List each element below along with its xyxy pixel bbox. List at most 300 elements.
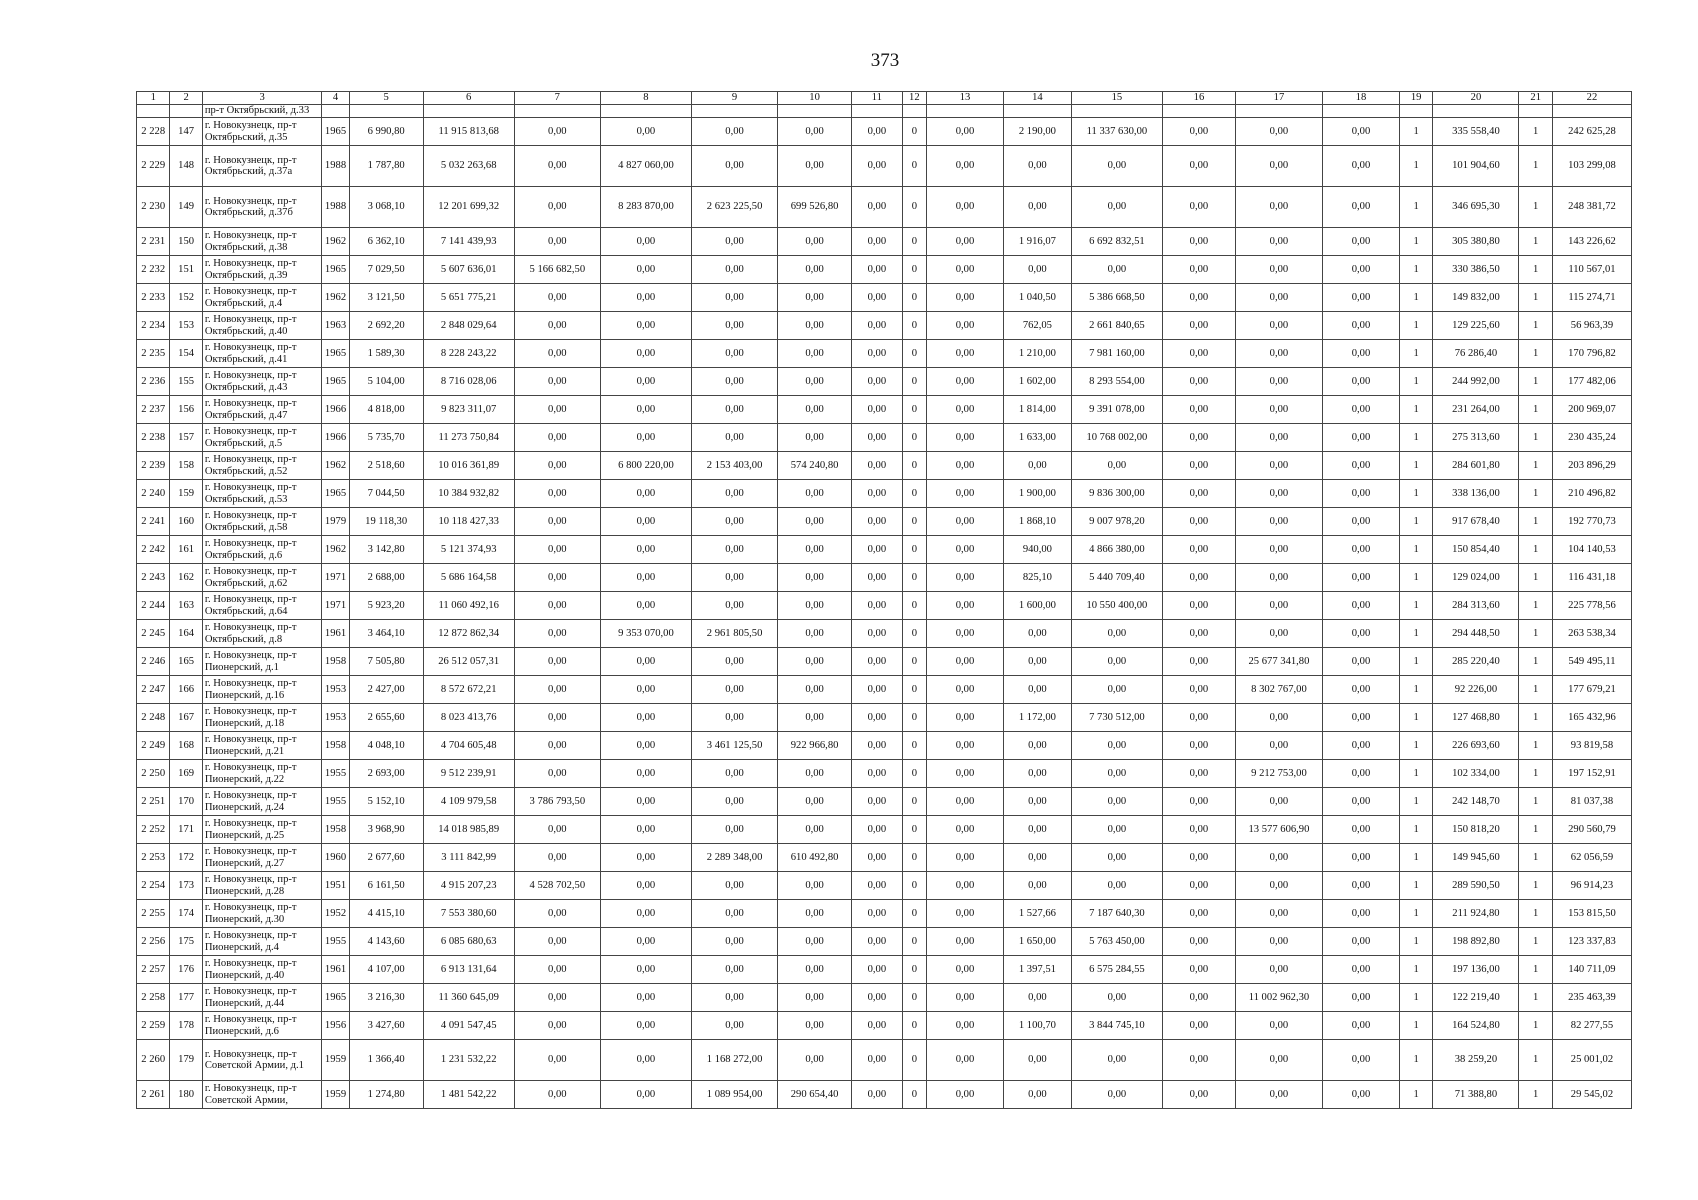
total-cost-cell: 10 384 932,82 — [423, 480, 514, 508]
table-row — [137, 732, 1632, 760]
volume-col-14-cell: 940,00 — [1003, 536, 1071, 564]
cost-col-18-cell: 0,00 — [1323, 984, 1400, 1012]
year-built-cell: 1965 — [322, 256, 349, 284]
continued-address-cell: пр-т Октябрьский, д.33 — [202, 105, 322, 118]
total-cost-cell: 1 231 532,22 — [423, 1040, 514, 1081]
local-number-cell: 147 — [170, 118, 202, 146]
volume-col-14-cell: 0,00 — [1003, 452, 1071, 480]
cost-col-22-cell: 143 226,62 — [1552, 228, 1631, 256]
cost-col-11-cell: 0,00 — [852, 508, 903, 536]
cost-col-9-cell: 0,00 — [692, 760, 778, 788]
cost-col-18-cell: 0,00 — [1323, 564, 1400, 592]
cost-col-18-cell: 0,00 — [1323, 256, 1400, 284]
flag-col-21-cell: 1 — [1519, 340, 1552, 368]
cost-col-20-cell: 285 220,40 — [1433, 648, 1519, 676]
column-header-14: 14 — [1003, 92, 1071, 105]
cost-col-17-cell: 0,00 — [1235, 1081, 1322, 1109]
cost-col-20-cell: 150 818,20 — [1433, 816, 1519, 844]
flag-col-19-cell: 1 — [1399, 452, 1432, 480]
cost-col-16-cell: 0,00 — [1162, 118, 1235, 146]
total-cost-cell: 8 228 243,22 — [423, 340, 514, 368]
volume-col-14-cell: 1 397,51 — [1003, 956, 1071, 984]
count-col-12-cell: 0 — [902, 872, 926, 900]
empty-cell — [1003, 105, 1071, 118]
area-cell: 3 968,90 — [349, 816, 423, 844]
cost-col-20-cell: 122 219,40 — [1433, 984, 1519, 1012]
local-number-cell: 149 — [170, 187, 202, 228]
total-cost-cell: 3 111 842,99 — [423, 844, 514, 872]
record-number-cell: 2 234 — [137, 312, 170, 340]
flag-col-19-cell: 1 — [1399, 146, 1432, 187]
cost-col-15-cell: 9 836 300,00 — [1071, 480, 1162, 508]
cost-col-17-cell: 0,00 — [1235, 312, 1322, 340]
record-number-cell: 2 239 — [137, 452, 170, 480]
year-built-cell: 1965 — [322, 368, 349, 396]
volume-col-14-cell: 0,00 — [1003, 1081, 1071, 1109]
cost-col-13-cell: 0,00 — [927, 284, 1004, 312]
cost-col-11-cell: 0,00 — [852, 228, 903, 256]
cost-col-11-cell: 0,00 — [852, 984, 903, 1012]
year-built-cell: 1962 — [322, 228, 349, 256]
cost-col-10-cell: 922 966,80 — [778, 732, 852, 760]
cost-col-10-cell: 0,00 — [778, 900, 852, 928]
local-number-cell: 170 — [170, 788, 202, 816]
cost-col-10-cell: 0,00 — [778, 508, 852, 536]
cost-col-15-cell: 5 386 668,50 — [1071, 284, 1162, 312]
cost-col-13-cell: 0,00 — [927, 956, 1004, 984]
volume-col-14-cell: 1 600,00 — [1003, 592, 1071, 620]
cost-col-11-cell: 0,00 — [852, 396, 903, 424]
cost-col-8-cell: 0,00 — [600, 984, 691, 1012]
cost-col-10-cell: 0,00 — [778, 480, 852, 508]
cost-col-18-cell: 0,00 — [1323, 284, 1400, 312]
cost-col-15-cell: 5 763 450,00 — [1071, 928, 1162, 956]
cost-col-13-cell: 0,00 — [927, 816, 1004, 844]
address-cell: г. Новокузнецк, пр-т Пионерский, д.18 — [202, 704, 322, 732]
table-row — [137, 256, 1632, 284]
cost-col-18-cell: 0,00 — [1323, 956, 1400, 984]
cost-col-16-cell: 0,00 — [1162, 480, 1235, 508]
cost-col-16-cell: 0,00 — [1162, 1081, 1235, 1109]
address-cell: г. Новокузнецк, пр-т Октябрьский, д.40 — [202, 312, 322, 340]
cost-col-7-cell: 0,00 — [514, 508, 600, 536]
cost-col-20-cell: 294 448,50 — [1433, 620, 1519, 648]
cost-col-22-cell: 62 056,59 — [1552, 844, 1631, 872]
cost-col-13-cell: 0,00 — [927, 676, 1004, 704]
local-number-cell: 178 — [170, 1012, 202, 1040]
year-built-cell: 1955 — [322, 788, 349, 816]
count-col-12-cell: 0 — [902, 424, 926, 452]
address-cell: г. Новокузнецк, пр-т Октябрьский, д.52 — [202, 452, 322, 480]
area-cell: 4 818,00 — [349, 396, 423, 424]
cost-col-20-cell: 127 468,80 — [1433, 704, 1519, 732]
flag-col-21-cell: 1 — [1519, 984, 1552, 1012]
address-cell: г. Новокузнецк, пр-т Октябрьский, д.43 — [202, 368, 322, 396]
record-number-cell: 2 229 — [137, 146, 170, 187]
column-header-16: 16 — [1162, 92, 1235, 105]
volume-col-14-cell: 1 210,00 — [1003, 340, 1071, 368]
cost-col-18-cell: 0,00 — [1323, 1040, 1400, 1081]
address-cell: г. Новокузнецк, пр-т Пионерский, д.24 — [202, 788, 322, 816]
volume-col-14-cell: 0,00 — [1003, 146, 1071, 187]
column-header-15: 15 — [1071, 92, 1162, 105]
cost-col-9-cell: 0,00 — [692, 564, 778, 592]
empty-cell — [137, 105, 170, 118]
table-row — [137, 396, 1632, 424]
cost-col-18-cell: 0,00 — [1323, 340, 1400, 368]
count-col-12-cell: 0 — [902, 508, 926, 536]
cost-col-9-cell: 1 168 272,00 — [692, 1040, 778, 1081]
cost-col-18-cell: 0,00 — [1323, 187, 1400, 228]
cost-col-11-cell: 0,00 — [852, 872, 903, 900]
cost-col-22-cell: 165 432,96 — [1552, 704, 1631, 732]
cost-col-8-cell: 0,00 — [600, 118, 691, 146]
area-cell: 1 589,30 — [349, 340, 423, 368]
flag-col-19-cell: 1 — [1399, 368, 1432, 396]
count-col-12-cell: 0 — [902, 788, 926, 816]
cost-col-15-cell: 6 575 284,55 — [1071, 956, 1162, 984]
record-number-cell: 2 241 — [137, 508, 170, 536]
local-number-cell: 174 — [170, 900, 202, 928]
cost-col-9-cell: 0,00 — [692, 984, 778, 1012]
cost-col-18-cell: 0,00 — [1323, 146, 1400, 187]
table-row — [137, 284, 1632, 312]
cost-col-9-cell: 0,00 — [692, 704, 778, 732]
flag-col-21-cell: 1 — [1519, 620, 1552, 648]
cost-col-7-cell: 0,00 — [514, 1012, 600, 1040]
column-header-4: 4 — [322, 92, 349, 105]
year-built-cell: 1971 — [322, 592, 349, 620]
count-col-12-cell: 0 — [902, 118, 926, 146]
empty-cell — [170, 105, 202, 118]
total-cost-cell: 10 118 427,33 — [423, 508, 514, 536]
record-number-cell: 2 243 — [137, 564, 170, 592]
empty-cell — [692, 105, 778, 118]
cost-col-11-cell: 0,00 — [852, 788, 903, 816]
cost-col-20-cell: 92 226,00 — [1433, 676, 1519, 704]
flag-col-19-cell: 1 — [1399, 732, 1432, 760]
cost-col-20-cell: 284 601,80 — [1433, 452, 1519, 480]
cost-col-10-cell: 0,00 — [778, 396, 852, 424]
address-cell: г. Новокузнецк, пр-т Пионерский, д.1 — [202, 648, 322, 676]
cost-col-13-cell: 0,00 — [927, 146, 1004, 187]
table-row — [137, 704, 1632, 732]
flag-col-19-cell: 1 — [1399, 592, 1432, 620]
flag-col-19-cell: 1 — [1399, 620, 1432, 648]
table-row — [137, 928, 1632, 956]
cost-col-7-cell: 0,00 — [514, 452, 600, 480]
record-number-cell: 2 248 — [137, 704, 170, 732]
total-cost-cell: 1 481 542,22 — [423, 1081, 514, 1109]
cost-col-9-cell: 0,00 — [692, 480, 778, 508]
cost-col-17-cell: 0,00 — [1235, 340, 1322, 368]
cost-col-20-cell: 76 286,40 — [1433, 340, 1519, 368]
flag-col-19-cell: 1 — [1399, 187, 1432, 228]
cost-col-10-cell: 0,00 — [778, 536, 852, 564]
cost-col-11-cell: 0,00 — [852, 900, 903, 928]
count-col-12-cell: 0 — [902, 648, 926, 676]
cost-col-7-cell: 0,00 — [514, 564, 600, 592]
cost-col-10-cell: 0,00 — [778, 816, 852, 844]
cost-col-20-cell: 71 388,80 — [1433, 1081, 1519, 1109]
flag-col-19-cell: 1 — [1399, 928, 1432, 956]
cost-col-11-cell: 0,00 — [852, 1040, 903, 1081]
cost-col-7-cell: 0,00 — [514, 340, 600, 368]
cost-col-18-cell: 0,00 — [1323, 704, 1400, 732]
cost-col-17-cell: 0,00 — [1235, 788, 1322, 816]
local-number-cell: 154 — [170, 340, 202, 368]
cost-col-15-cell: 7 981 160,00 — [1071, 340, 1162, 368]
flag-col-21-cell: 1 — [1519, 928, 1552, 956]
cost-col-7-cell: 0,00 — [514, 900, 600, 928]
volume-col-14-cell: 1 900,00 — [1003, 480, 1071, 508]
cost-col-20-cell: 338 136,00 — [1433, 480, 1519, 508]
count-col-12-cell: 0 — [902, 760, 926, 788]
cost-col-10-cell: 0,00 — [778, 872, 852, 900]
flag-col-21-cell: 1 — [1519, 676, 1552, 704]
table-row — [137, 187, 1632, 228]
empty-cell — [778, 105, 852, 118]
volume-col-14-cell: 1 650,00 — [1003, 928, 1071, 956]
area-cell: 6 990,80 — [349, 118, 423, 146]
cost-col-15-cell: 0,00 — [1071, 256, 1162, 284]
table-row — [137, 480, 1632, 508]
cost-col-7-cell: 0,00 — [514, 1081, 600, 1109]
cost-col-18-cell: 0,00 — [1323, 788, 1400, 816]
cost-col-11-cell: 0,00 — [852, 760, 903, 788]
table-row — [137, 1040, 1632, 1081]
cost-col-8-cell: 0,00 — [600, 788, 691, 816]
year-built-cell: 1971 — [322, 564, 349, 592]
flag-col-19-cell: 1 — [1399, 228, 1432, 256]
cost-col-10-cell: 0,00 — [778, 620, 852, 648]
cost-col-11-cell: 0,00 — [852, 928, 903, 956]
cost-col-17-cell: 0,00 — [1235, 424, 1322, 452]
record-number-cell: 2 240 — [137, 480, 170, 508]
address-cell: г. Новокузнецк, пр-т Октябрьский, д.37б — [202, 187, 322, 228]
cost-col-11-cell: 0,00 — [852, 284, 903, 312]
cost-col-20-cell: 38 259,20 — [1433, 1040, 1519, 1081]
address-cell: г. Новокузнецк, пр-т Советской Армии, д.1 — [202, 1040, 322, 1081]
count-col-12-cell: 0 — [902, 340, 926, 368]
record-number-cell: 2 246 — [137, 648, 170, 676]
cost-col-15-cell: 10 550 400,00 — [1071, 592, 1162, 620]
local-number-cell: 169 — [170, 760, 202, 788]
area-cell: 2 655,60 — [349, 704, 423, 732]
cost-col-13-cell: 0,00 — [927, 118, 1004, 146]
address-cell: г. Новокузнецк, пр-т Октябрьский, д.8 — [202, 620, 322, 648]
table-row — [137, 452, 1632, 480]
cost-col-20-cell: 284 313,60 — [1433, 592, 1519, 620]
cost-col-13-cell: 0,00 — [927, 452, 1004, 480]
cost-col-16-cell: 0,00 — [1162, 592, 1235, 620]
total-cost-cell: 10 016 361,89 — [423, 452, 514, 480]
cost-col-11-cell: 0,00 — [852, 592, 903, 620]
flag-col-21-cell: 1 — [1519, 146, 1552, 187]
flag-col-19-cell: 1 — [1399, 900, 1432, 928]
cost-col-7-cell: 0,00 — [514, 187, 600, 228]
cost-col-7-cell: 0,00 — [514, 396, 600, 424]
cost-col-22-cell: 25 001,02 — [1552, 1040, 1631, 1081]
volume-col-14-cell: 0,00 — [1003, 187, 1071, 228]
cost-col-8-cell: 0,00 — [600, 396, 691, 424]
area-cell: 7 029,50 — [349, 256, 423, 284]
record-number-cell: 2 257 — [137, 956, 170, 984]
cost-col-16-cell: 0,00 — [1162, 676, 1235, 704]
address-cell: г. Новокузнецк, пр-т Пионерский, д.16 — [202, 676, 322, 704]
count-col-12-cell: 0 — [902, 928, 926, 956]
cost-col-17-cell: 0,00 — [1235, 564, 1322, 592]
cost-col-13-cell: 0,00 — [927, 368, 1004, 396]
flag-col-19-cell: 1 — [1399, 984, 1432, 1012]
cost-col-10-cell: 0,00 — [778, 368, 852, 396]
cost-col-22-cell: 203 896,29 — [1552, 452, 1631, 480]
record-number-cell: 2 231 — [137, 228, 170, 256]
cost-col-11-cell: 0,00 — [852, 816, 903, 844]
area-cell: 2 677,60 — [349, 844, 423, 872]
area-cell: 4 415,10 — [349, 900, 423, 928]
cost-col-8-cell: 0,00 — [600, 704, 691, 732]
flag-col-21-cell: 1 — [1519, 118, 1552, 146]
count-col-12-cell: 0 — [902, 536, 926, 564]
cost-col-16-cell: 0,00 — [1162, 312, 1235, 340]
column-header-21: 21 — [1519, 92, 1552, 105]
flag-col-19-cell: 1 — [1399, 284, 1432, 312]
empty-cell — [1519, 105, 1552, 118]
flag-col-21-cell: 1 — [1519, 1012, 1552, 1040]
cost-col-18-cell: 0,00 — [1323, 648, 1400, 676]
flag-col-19-cell: 1 — [1399, 1012, 1432, 1040]
record-number-cell: 2 255 — [137, 900, 170, 928]
table-row — [137, 228, 1632, 256]
flag-col-21-cell: 1 — [1519, 187, 1552, 228]
cost-col-11-cell: 0,00 — [852, 676, 903, 704]
local-number-cell: 148 — [170, 146, 202, 187]
cost-col-22-cell: 290 560,79 — [1552, 816, 1631, 844]
total-cost-cell: 9 512 239,91 — [423, 760, 514, 788]
cost-col-22-cell: 140 711,09 — [1552, 956, 1631, 984]
area-cell: 6 161,50 — [349, 872, 423, 900]
flag-col-19-cell: 1 — [1399, 508, 1432, 536]
cost-col-18-cell: 0,00 — [1323, 732, 1400, 760]
volume-col-14-cell: 0,00 — [1003, 872, 1071, 900]
cost-col-13-cell: 0,00 — [927, 704, 1004, 732]
flag-col-21-cell: 1 — [1519, 256, 1552, 284]
cost-col-22-cell: 82 277,55 — [1552, 1012, 1631, 1040]
cost-col-10-cell: 0,00 — [778, 284, 852, 312]
cost-col-9-cell: 0,00 — [692, 228, 778, 256]
area-cell: 2 427,00 — [349, 676, 423, 704]
address-cell: г. Новокузнецк, пр-т Октябрьский, д.58 — [202, 508, 322, 536]
cost-col-7-cell: 0,00 — [514, 704, 600, 732]
count-col-12-cell: 0 — [902, 984, 926, 1012]
cost-col-9-cell: 0,00 — [692, 118, 778, 146]
total-cost-cell: 8 023 413,76 — [423, 704, 514, 732]
total-cost-cell: 7 141 439,93 — [423, 228, 514, 256]
cost-col-18-cell: 0,00 — [1323, 508, 1400, 536]
cost-col-11-cell: 0,00 — [852, 620, 903, 648]
area-cell: 2 518,60 — [349, 452, 423, 480]
column-header-18: 18 — [1323, 92, 1400, 105]
cost-col-20-cell: 305 380,80 — [1433, 228, 1519, 256]
year-built-cell: 1956 — [322, 1012, 349, 1040]
record-number-cell: 2 230 — [137, 187, 170, 228]
cost-col-15-cell: 0,00 — [1071, 146, 1162, 187]
cost-col-16-cell: 0,00 — [1162, 228, 1235, 256]
cost-col-22-cell: 170 796,82 — [1552, 340, 1631, 368]
cost-col-9-cell: 2 289 348,00 — [692, 844, 778, 872]
cost-col-9-cell: 0,00 — [692, 648, 778, 676]
flag-col-19-cell: 1 — [1399, 480, 1432, 508]
cost-col-15-cell: 0,00 — [1071, 1040, 1162, 1081]
count-col-12-cell: 0 — [902, 284, 926, 312]
total-cost-cell: 9 823 311,07 — [423, 396, 514, 424]
cost-col-13-cell: 0,00 — [927, 1012, 1004, 1040]
cost-col-9-cell: 0,00 — [692, 508, 778, 536]
empty-cell — [927, 105, 1004, 118]
cost-col-20-cell: 149 832,00 — [1433, 284, 1519, 312]
cost-col-13-cell: 0,00 — [927, 424, 1004, 452]
cost-col-13-cell: 0,00 — [927, 788, 1004, 816]
area-cell: 6 362,10 — [349, 228, 423, 256]
cost-col-16-cell: 0,00 — [1162, 760, 1235, 788]
local-number-cell: 166 — [170, 676, 202, 704]
flag-col-21-cell: 1 — [1519, 452, 1552, 480]
flag-col-19-cell: 1 — [1399, 872, 1432, 900]
table-row — [137, 872, 1632, 900]
empty-cell — [514, 105, 600, 118]
cost-col-16-cell: 0,00 — [1162, 396, 1235, 424]
total-cost-cell: 2 848 029,64 — [423, 312, 514, 340]
flag-col-19-cell: 1 — [1399, 1040, 1432, 1081]
cost-col-17-cell: 0,00 — [1235, 146, 1322, 187]
cost-col-22-cell: 153 815,50 — [1552, 900, 1631, 928]
column-header-6: 6 — [423, 92, 514, 105]
cost-col-13-cell: 0,00 — [927, 592, 1004, 620]
cost-col-8-cell: 4 827 060,00 — [600, 146, 691, 187]
cost-col-17-cell: 0,00 — [1235, 256, 1322, 284]
cost-col-17-cell: 0,00 — [1235, 187, 1322, 228]
local-number-cell: 162 — [170, 564, 202, 592]
cost-col-8-cell: 0,00 — [600, 1012, 691, 1040]
year-built-cell: 1958 — [322, 816, 349, 844]
count-col-12-cell: 0 — [902, 564, 926, 592]
record-number-cell: 2 236 — [137, 368, 170, 396]
flag-col-19-cell: 1 — [1399, 424, 1432, 452]
cost-col-7-cell: 0,00 — [514, 424, 600, 452]
cost-col-9-cell: 2 153 403,00 — [692, 452, 778, 480]
flag-col-21-cell: 1 — [1519, 536, 1552, 564]
cost-col-17-cell: 0,00 — [1235, 396, 1322, 424]
cost-col-16-cell: 0,00 — [1162, 564, 1235, 592]
flag-col-19-cell: 1 — [1399, 844, 1432, 872]
cost-col-11-cell: 0,00 — [852, 256, 903, 284]
cost-col-11-cell: 0,00 — [852, 340, 903, 368]
total-cost-cell: 5 607 636,01 — [423, 256, 514, 284]
total-cost-cell: 12 872 862,34 — [423, 620, 514, 648]
address-cell: г. Новокузнецк, пр-т Октябрьский, д.64 — [202, 592, 322, 620]
cost-col-17-cell: 0,00 — [1235, 1012, 1322, 1040]
address-cell: г. Новокузнецк, пр-т Октябрьский, д.6 — [202, 536, 322, 564]
cost-col-22-cell: 177 482,06 — [1552, 368, 1631, 396]
cost-col-8-cell: 0,00 — [600, 312, 691, 340]
cost-col-13-cell: 0,00 — [927, 1040, 1004, 1081]
cost-col-20-cell: 226 693,60 — [1433, 732, 1519, 760]
cost-col-13-cell: 0,00 — [927, 564, 1004, 592]
area-cell: 2 692,20 — [349, 312, 423, 340]
record-number-cell: 2 258 — [137, 984, 170, 1012]
address-cell: г. Новокузнецк, пр-т Октябрьский, д.4 — [202, 284, 322, 312]
